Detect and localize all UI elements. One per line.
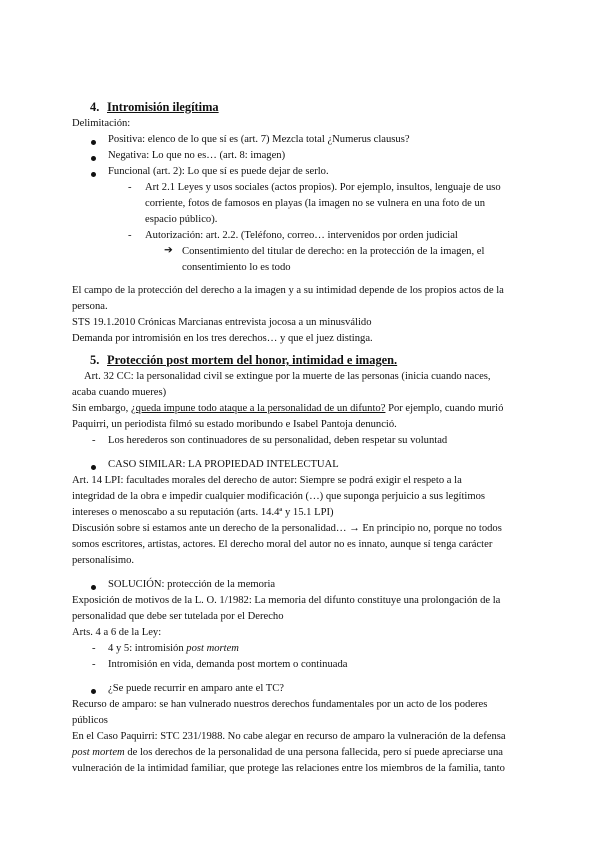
text-run: Sin embargo,	[72, 403, 131, 414]
paragraph-line: Art. 14 LPI: facultades morales del derecho de autor: Siempre se podrá exigir el respeto a la	[72, 475, 462, 486]
bullet-icon	[91, 140, 96, 145]
paragraph-line: Discusión sobre si estamos ante un derecho de la personalidad… → En principio no, porque no todos	[72, 523, 502, 534]
text-run: Por ejemplo, cuando murió	[385, 403, 504, 414]
bullet-similar-case: CASO SIMILAR: LA PROPIEDAD INTELECTUAL	[108, 459, 339, 470]
delimitation-label: Delimitación:	[72, 118, 131, 129]
arrow-item-line: Consentimiento del titular de derecho: en la protección de la imagen, el	[182, 246, 485, 257]
paragraph-line: Paquirri, un periodista filmó su estado moribundo e Isabel Pantoja denunció.	[72, 419, 397, 430]
dash-marker: -	[128, 230, 132, 241]
section-5-heading	[90, 353, 397, 369]
dash-marker: -	[128, 182, 132, 193]
paragraph-line	[72, 745, 503, 761]
underlined-question: ¿queda impune todo ataque a la personalidad de un difunto?	[130, 403, 386, 414]
dash-marker: -	[92, 435, 96, 446]
dash-item-line: espacio público).	[145, 214, 218, 225]
dash-item-line: Art 2.1 Leyes y usos sociales (actos propios). Por ejemplo, insultos, lenguaje de uso	[145, 182, 501, 193]
dash-marker: -	[92, 643, 96, 654]
paragraph-line	[72, 401, 503, 417]
paragraph-line: Arts. 4 a 6 de la Ley:	[72, 627, 162, 638]
paragraph-line: Exposición de motivos de la L. O. 1/1982: La memoria del difunto constituye una prolongación de la	[72, 595, 501, 606]
paragraph-line: Art. 32 CC: la personalidad civil se extingue por la muerte de las personas (inicia cuando naces,	[84, 371, 491, 382]
paragraph-line: personalísimo.	[72, 555, 135, 566]
paragraph-line: Recurso de amparo: se han vulnerado nuestros derechos fundamentales por un acto de los poderes	[72, 699, 488, 710]
paragraph-line: El campo de la protección del derecho a la imagen y a su intimidad depende de los propios actos de la	[72, 285, 504, 296]
arrow-item-line: consentimiento lo es todo	[182, 262, 291, 273]
paragraph-line: públicos	[72, 715, 108, 726]
section-5-title: Protección post mortem del honor, intimidad e imagen.	[107, 353, 398, 367]
paragraph-line: vulneración de la intimidad familiar, que protege las relaciones entre los miembros de la familia, tanto	[72, 763, 505, 774]
paragraph-line: acaba cuando mueres)	[72, 387, 167, 398]
dash-marker: -	[92, 659, 96, 670]
arrow-right-icon: ➔	[164, 245, 173, 256]
bullet-icon	[91, 156, 96, 161]
bullet-solution: SOLUCIÓN: protección de la memoria	[108, 579, 276, 590]
bullet-icon	[91, 585, 96, 590]
dash-item-line: Los herederos son continuadores de su personalidad, deben respetar su voluntad	[108, 435, 448, 446]
dash-item-line: corriente, fotos de famosos en playas (la imagen no se vulnera en una foto de un	[145, 198, 486, 209]
text-run: 4 y 5: intromisión	[108, 643, 187, 654]
italic-text: post mortem	[186, 643, 239, 654]
paragraph-line: personalidad que debe ser tutelada por el Derecho	[72, 611, 284, 622]
paragraph-line: En el Caso Paquirri: STC 231/1988. No cabe alegar en recurso de amparo la vulneración de la defensa	[72, 731, 506, 742]
paragraph-line: STS 19.1.2010 Crónicas Marcianas entrevista jocosa a un minusválido	[72, 317, 372, 328]
section-4-title: Intromisión ilegítima	[107, 100, 219, 114]
text-run: de los derechos de la personalidad de una persona fallecida, pero sí puede apreciarse una	[124, 747, 503, 758]
bullet-icon	[91, 465, 96, 470]
bullet-icon	[91, 689, 96, 694]
paragraph-line: somos escritores, artistas, actores. El derecho moral del autor no es innato, aunque sí tenga carácter	[72, 539, 493, 550]
bullet-positive: Positiva: elenco de lo que sí es (art. 7) Mezcla total ¿Numerus clausus?	[108, 134, 410, 145]
bullet-icon	[91, 172, 96, 177]
dash-item-line: Intromisión en vida, demanda post mortem o continuada	[108, 659, 348, 670]
bullet-question: ¿Se puede recurrir en amparo ante el TC?	[108, 683, 284, 694]
paragraph-line: intereses o menoscabo a su reputación (arts. 14.4ª y 15.1 LPI)	[72, 507, 334, 518]
section-5-number: 5.	[90, 353, 100, 367]
dash-item-line: Autorización: art. 2.2. (Teléfono, correo… intervenidos por orden judicial	[145, 230, 458, 241]
dash-item-line	[108, 641, 239, 657]
section-4-heading	[90, 100, 219, 116]
paragraph-line: integridad de la obra e impedir cualquier modificación (…) que suponga perjuicio a sus legítimos	[72, 491, 486, 502]
paragraph-line: persona.	[72, 301, 108, 312]
italic-text: post mortem	[72, 747, 125, 758]
bullet-negative: Negativa: Lo que no es… (art. 8: imagen)	[108, 150, 286, 161]
paragraph-line: Demanda por intromisión en los tres derechos… y que el juez distinga.	[72, 333, 373, 344]
section-4-number: 4.	[90, 100, 100, 114]
bullet-functional: Funcional (art. 2): Lo que sí es puede dejar de serlo.	[108, 166, 329, 177]
